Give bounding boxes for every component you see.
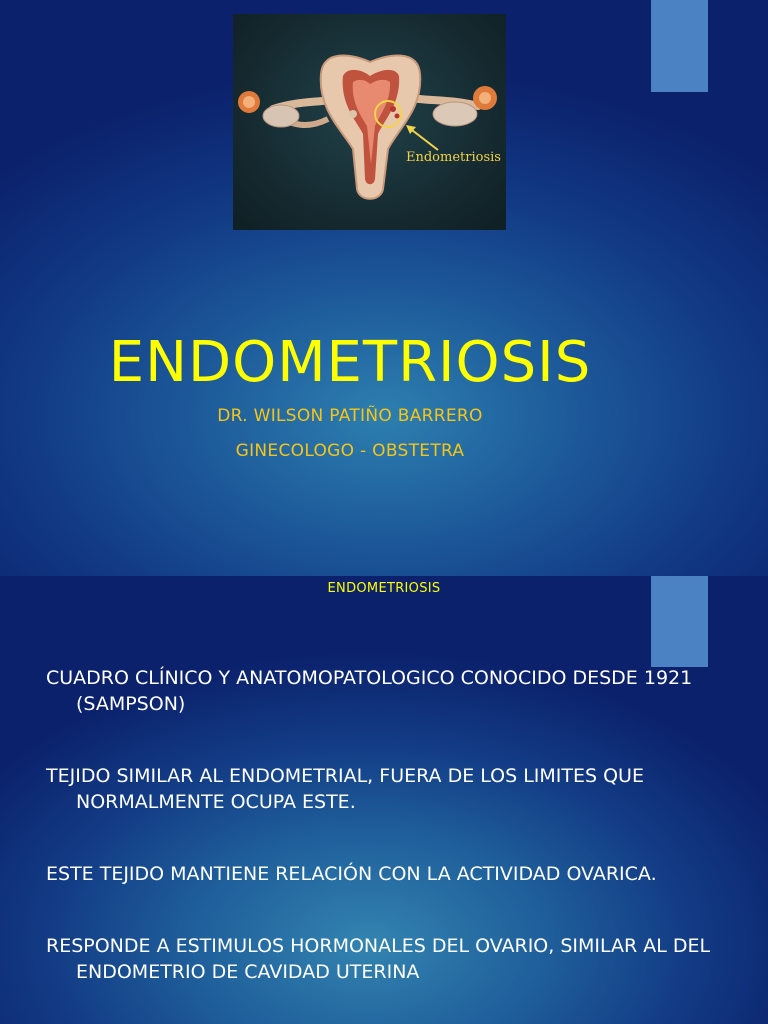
bullet-item: ESTE TEJIDO MANTIENE RELACIÓN CON LA ACTIVIDAD OVARICA. — [46, 863, 657, 885]
content-slide — [0, 576, 768, 1024]
image-label: Endometriosis — [406, 150, 501, 165]
bullet-item: CUADRO CLÍNICO Y ANATOMOPATOLOGICO CONOCIDO DESDE 1921 (SAMPSON) — [46, 667, 693, 715]
slide-heading: ENDOMETRIOSIS — [327, 581, 441, 596]
bullet-item: TEJIDO SIMILAR AL ENDOMETRIAL, FUERA DE LOS LIMITES QUE NORMALMENTE OCUPA ESTE. — [46, 765, 644, 813]
bullet-item: RESPONDE A ESTIMULOS HORMONALES DEL OVARIO, SIMILAR AL DEL ENDOMETRIO DE CAVIDAD UTERINA — [46, 935, 711, 983]
accent-bar — [651, 0, 708, 92]
uterus-anatomy-image — [233, 14, 506, 230]
bullet-list — [46, 665, 736, 985]
slide-title: ENDOMETRIOSIS — [108, 330, 592, 395]
author-name: DR. WILSON PATIÑO BARRERO — [217, 406, 483, 426]
uterus-illustration — [233, 14, 506, 230]
author-role: GINECOLOGO - OBSTETRA — [235, 441, 465, 461]
